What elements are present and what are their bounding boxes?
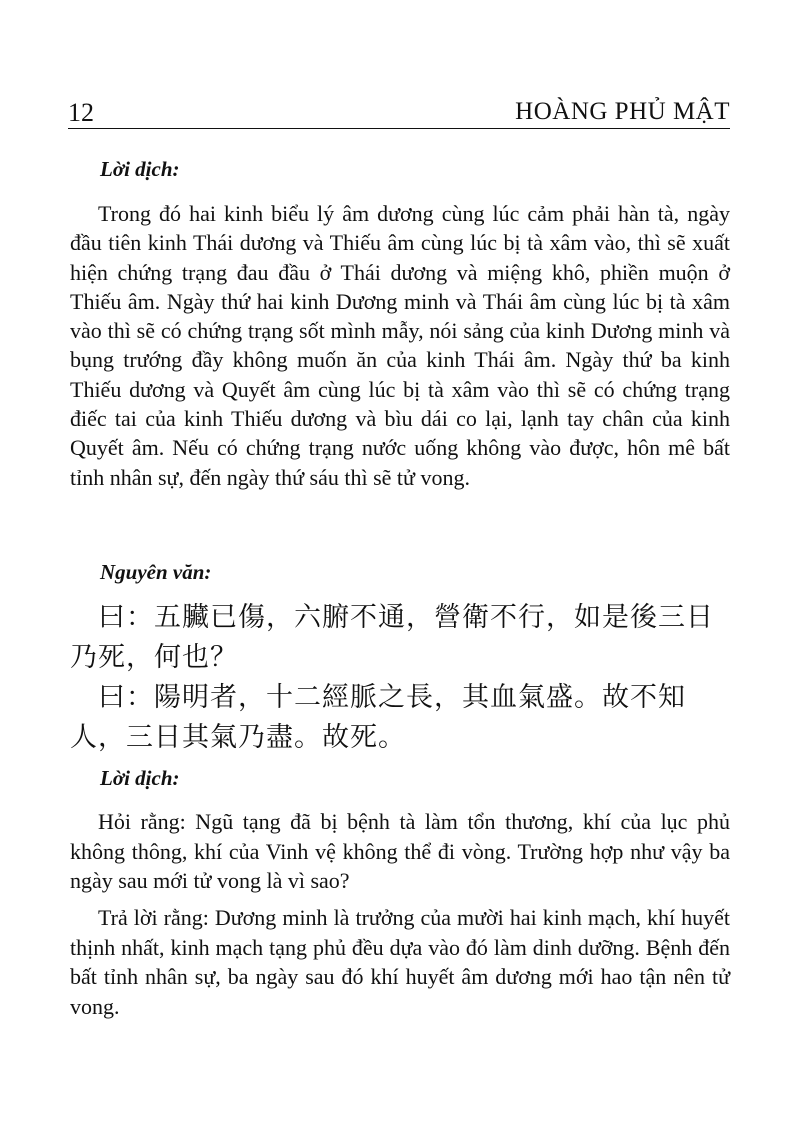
original-text-label: Nguyên văn: xyxy=(100,560,212,584)
original-text-line-1: 曰：五臟已傷，六腑不通，營衛不行，如是後三日乃死，何也？ xyxy=(70,602,714,673)
translation-label-2: Lời dịch: xyxy=(100,766,180,790)
page-number: 12 xyxy=(68,98,94,127)
page-header xyxy=(68,96,730,129)
translation-paragraph-3: Trả lời rằng: Dương minh là trưởng của mười hai kinh mạch, khí huyết thịnh nhất, kinh mạch tạng phủ đều dựa vào đó làm dinh dưỡng. Bệnh đến bất tỉnh nhân sự, ba ngày sau đó khí huyết âm dương mới hao tận nên tử vong. xyxy=(70,905,730,1019)
original-text-line-2: 曰：陽明者，十二經脈之長，其血氣盛。故不知人，三日其氣乃盡。故死。 xyxy=(70,682,686,753)
translation-paragraph-1: Trong đó hai kinh biểu lý âm dương cùng lúc cảm phải hàn tà, ngày đầu tiên kinh Thái dương và Thiếu âm cùng lúc bị tà xâm vào, thì sẽ xuất hiện chứng trạng đau đầu ở Thái dương và miệng khô, phiền muộn ở Thiếu âm. Ngày thứ hai kinh Dương minh và Thái âm cùng lúc bị tà xâm vào thì sẽ có chứng trạng sốt mình mẫy, nói sảng của kinh Dương minh và bụng trướng đầy không muốn ăn của kinh Thái âm. Ngày thứ ba kinh Thiếu dương và Quyết âm cùng lúc bị tà xâm vào thì sẽ có chứng trạng điếc tai của kinh Thiếu dương và bìu dái co lại, lạnh tay chân của kinh Quyết âm. Nếu có chứng trạng nước uống không vào được, hôn mê bất tỉnh nhân sự, đến ngày thứ sáu thì sẽ tử vong. xyxy=(70,201,730,490)
running-title: HOÀNG PHỦ MẬT xyxy=(515,98,730,125)
translation-paragraph-2: Hỏi rằng: Ngũ tạng đã bị bệnh tà làm tổn thương, khí của lục phủ không thông, khí của Vinh vệ không thể đi vòng. Trường hợp như vậy ba ngày sau mới tử vong là vì sao? xyxy=(70,809,730,893)
translation-label-1: Lời dịch: xyxy=(100,157,180,181)
